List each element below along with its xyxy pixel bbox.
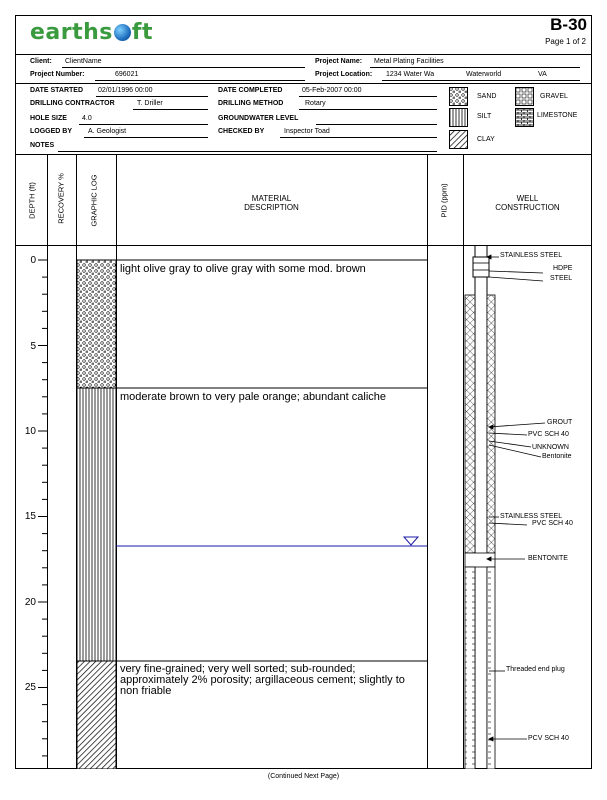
project-number-value: 696021: [115, 71, 139, 78]
project-name-value: Metal Plating Facilities: [374, 58, 444, 65]
legend-sand-label: SAND: [477, 93, 497, 100]
grout-annulus-left: [465, 295, 475, 553]
well-label-pvc-sch40-a: PVC SCH 40: [528, 431, 569, 438]
pid-header: PID (ppm): [439, 183, 449, 218]
logged-by-value: A. Geologist: [88, 128, 127, 135]
well-label-pvc-sch40-b: PVC SCH 40: [532, 520, 573, 527]
client-label: Client:: [30, 58, 52, 65]
groundwater-label: GROUNDWATER LEVEL: [218, 115, 299, 122]
graphic-log-header: GRAPHIC LOG: [89, 174, 99, 227]
client-value: ClientName: [65, 58, 102, 65]
sandpack-left: [465, 567, 475, 769]
silt-layer-graphic: [77, 388, 116, 661]
project-location-label: Project Location:: [315, 71, 373, 78]
contractor-value: T. Driller: [137, 100, 163, 107]
depth-label-5: 5: [30, 341, 36, 352]
legend-limestone-label: LIMESTONE: [537, 112, 578, 119]
date-completed-value: 05-Feb-2007 00:00: [302, 87, 362, 94]
recovery-header: RECOVERY %: [56, 173, 66, 224]
legend-clay-label: CLAY: [477, 136, 495, 143]
checked-by-label: CHECKED BY: [218, 128, 265, 135]
date-started-label: DATE STARTED: [30, 87, 84, 94]
method-value: Rotary: [305, 100, 326, 107]
well-label-pcv-sch40: PCV SCH 40: [528, 735, 569, 742]
layer-2-description: moderate brown to very pale orange; abundant caliche: [120, 391, 387, 403]
hole-size-value: 4.0: [82, 115, 92, 122]
depth-label-10: 10: [24, 426, 36, 437]
well-label-stainless-steel-mid: STAINLESS STEEL: [500, 513, 563, 520]
project-state: VA: [538, 71, 547, 78]
continued-note: (Continued Next Page): [267, 773, 340, 780]
sand-layer-graphic: [77, 260, 116, 388]
hole-size-label: HOLE SIZE: [30, 115, 67, 122]
layer-1-description: light olive gray to olive gray with some mod. brown: [120, 263, 366, 275]
project-number-label: Project Number:: [30, 71, 85, 78]
earthsoft-logo: earths ft: [30, 20, 153, 45]
depth-label-20: 20: [24, 597, 36, 608]
depth-label-25: 25: [24, 682, 36, 693]
page-indicator: Page 1 of 2: [545, 37, 586, 46]
contractor-label: DRILLING CONTRACTOR: [30, 100, 115, 107]
well-label-bentonite: BENTONITE: [528, 555, 568, 562]
date-started-value: 02/01/1996 00:00: [98, 87, 153, 94]
legend-gravel-label: GRAVEL: [540, 93, 568, 100]
method-label: DRILLING METHOD: [218, 100, 284, 107]
project-name-label: Project Name:: [315, 58, 363, 65]
well-label-bentonite-lower: Bentonite: [542, 453, 572, 460]
depth-label-0: 0: [30, 255, 36, 266]
project-location-value: 1234 Water Wa: [386, 71, 435, 78]
legend-silt-label: SILT: [477, 113, 492, 120]
well-label-unknown: UNKNOWN: [532, 444, 569, 451]
well-label-grout: GROUT: [547, 419, 573, 426]
well-label-stainless-steel-top: STAINLESS STEEL: [500, 252, 563, 259]
well-label-steel: STEEL: [550, 275, 573, 282]
well-construction-header: WELL CONSTRUCTION: [495, 194, 560, 212]
date-completed-label: DATE COMPLETED: [218, 87, 283, 94]
well-label-threaded-end-plug: Threaded end plug: [506, 666, 565, 673]
notes-label: NOTES: [30, 142, 55, 149]
logged-by-label: LOGGED BY: [30, 128, 73, 135]
checked-by-value: Inspector Toad: [284, 128, 330, 135]
groundwater-marker-icon: [404, 537, 418, 545]
project-city: Waterworld: [466, 71, 502, 78]
well-diagram: [463, 245, 592, 769]
depth-header: DEPTH (ft): [27, 182, 37, 219]
clay-layer-graphic: [77, 661, 116, 769]
boring-id: B-30: [550, 15, 587, 34]
material-header: MATERIAL DESCRIPTION: [244, 194, 299, 212]
depth-label-15: 15: [24, 511, 36, 522]
grout-annulus-right: [487, 295, 495, 553]
surface-casing: [473, 257, 489, 277]
well-label-hdpe: HDPE: [553, 265, 573, 272]
layer-3-description: very fine-grained; very well sorted; sub-rounded; approximately 2% porosity; argillaceous cement; slightly to non friable: [120, 663, 405, 697]
